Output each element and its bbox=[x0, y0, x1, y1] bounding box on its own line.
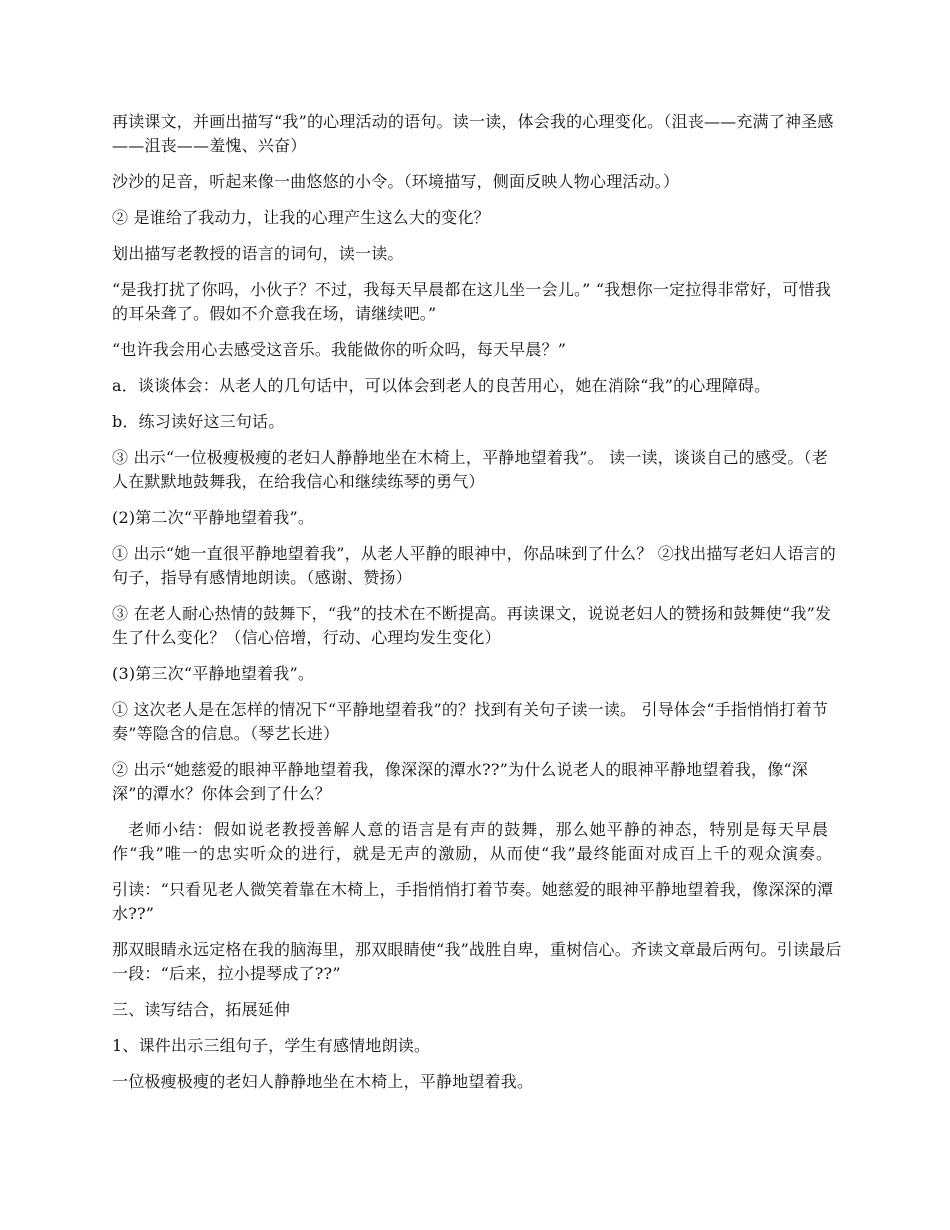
paragraph-third-time: (3)第三次“平静地望着我”。 bbox=[112, 664, 315, 683]
paragraph-mark-professor-words: 划出描写老教授的语言的词句，读一读。 bbox=[112, 244, 404, 263]
paragraph-quote-disturb: “是我打扰了你吗，小伙子？不过，我每天早晨都在这儿坐一会儿。” “我想你一定拉得非常好，可惜我的耳朵聋了。假如不介意我在场，请继续吧。” bbox=[112, 280, 832, 323]
paragraph-those-eyes: 那双眼睛永远定格在我的脑海里，那双眼睛使“我”战胜自卑，重树信心。齐读文章最后两句。引读最后一段：“后来，拉小提琴成了??” bbox=[112, 940, 842, 983]
paragraph-footsteps: 沙沙的足音，听起来像一曲悠悠的小令。（环境描写，侧面反映人物心理活动。） bbox=[112, 172, 680, 191]
paragraph-encouragement: ③ 在老人耐心热情的鼓舞下，“我”的技术在不断提高。再读课文，说说老妇人的赞扬和鼓舞使“我”发生了什么变化？（信心倍增，行动、心理均发生变化） bbox=[112, 604, 832, 647]
paragraph-item-a: a．谈谈体会：从老人的几句话中，可以体会到老人的良苦用心，她在消除“我”的心理障碍。 bbox=[112, 376, 771, 395]
paragraph-question-motivation: ② 是谁给了我动力，让我的心理产生这么大的变化？ bbox=[112, 208, 490, 227]
paragraph-quote-listener: “也许我会用心去感受这音乐。我能做你的听众吗，每天早晨？” bbox=[112, 340, 567, 359]
paragraph-second-time: (2)第二次“平静地望着我”。 bbox=[112, 508, 315, 527]
paragraph-mood-change: 再读课文，并画出描写“我”的心理活动的语句。读一读，体会我的心理变化。（沮丧——充满了神圣感——沮丧——羞愧、兴奋） bbox=[112, 112, 834, 155]
paragraph-show-sentence: ③ 出示“一位极瘦极瘦的老妇人静静地坐在木椅上，平静地望着我”。 读一读，谈谈自己的感受。（老人在默默地鼓舞我，在给我信心和继续练琴的勇气） bbox=[112, 448, 828, 491]
paragraph-courseware-sentences: 1、课件出示三组句子，学生有感情地朗读。 bbox=[112, 1036, 431, 1055]
paragraph-guided-reading: 引读：“只看见老人微笑着靠在木椅上，手指悄悄打着节奏。她慈爱的眼神平静地望着我，像深深的潭水??” bbox=[112, 880, 834, 923]
paragraph-teacher-summary: 老师小结：假如说老教授善解人意的语言是有声的鼓舞，那么她平静的神态，特别是每天早晨作“我”唯一的忠实听众的进行，就是无声的激励，从而使“我”最终能面对成百上千的观众演奏。 bbox=[112, 820, 834, 863]
paragraph-calm-gaze: ① 出示“她一直很平静地望着我”，从老人平静的眼神中，你品味到了什么？ ②找出描写老妇人语言的句子，指导有感情地朗读。（感谢、赞扬） bbox=[112, 544, 836, 587]
paragraph-item-b: b．练习读好这三句话。 bbox=[112, 412, 285, 431]
paragraph-deep-pool: ② 出示“她慈爱的眼神平静地望着我，像深深的潭水??”为什么说老人的眼神平静地望着我，像“深深”的潭水？你体会到了什么？ bbox=[112, 760, 808, 803]
paragraph-old-woman-sentence: 一位极瘦极瘦的老妇人静静地坐在木椅上，平静地望着我。 bbox=[112, 1072, 534, 1091]
section-heading-reading-writing: 三、读写结合，拓展延伸 bbox=[112, 1000, 291, 1019]
paragraph-situation: ① 这次老人是在怎样的情况下“平静地望着我”的？找到有关句子读一读。 引导体会“手指悄悄打着节奏”等隐含的信息。（琴艺长进） bbox=[112, 700, 829, 743]
